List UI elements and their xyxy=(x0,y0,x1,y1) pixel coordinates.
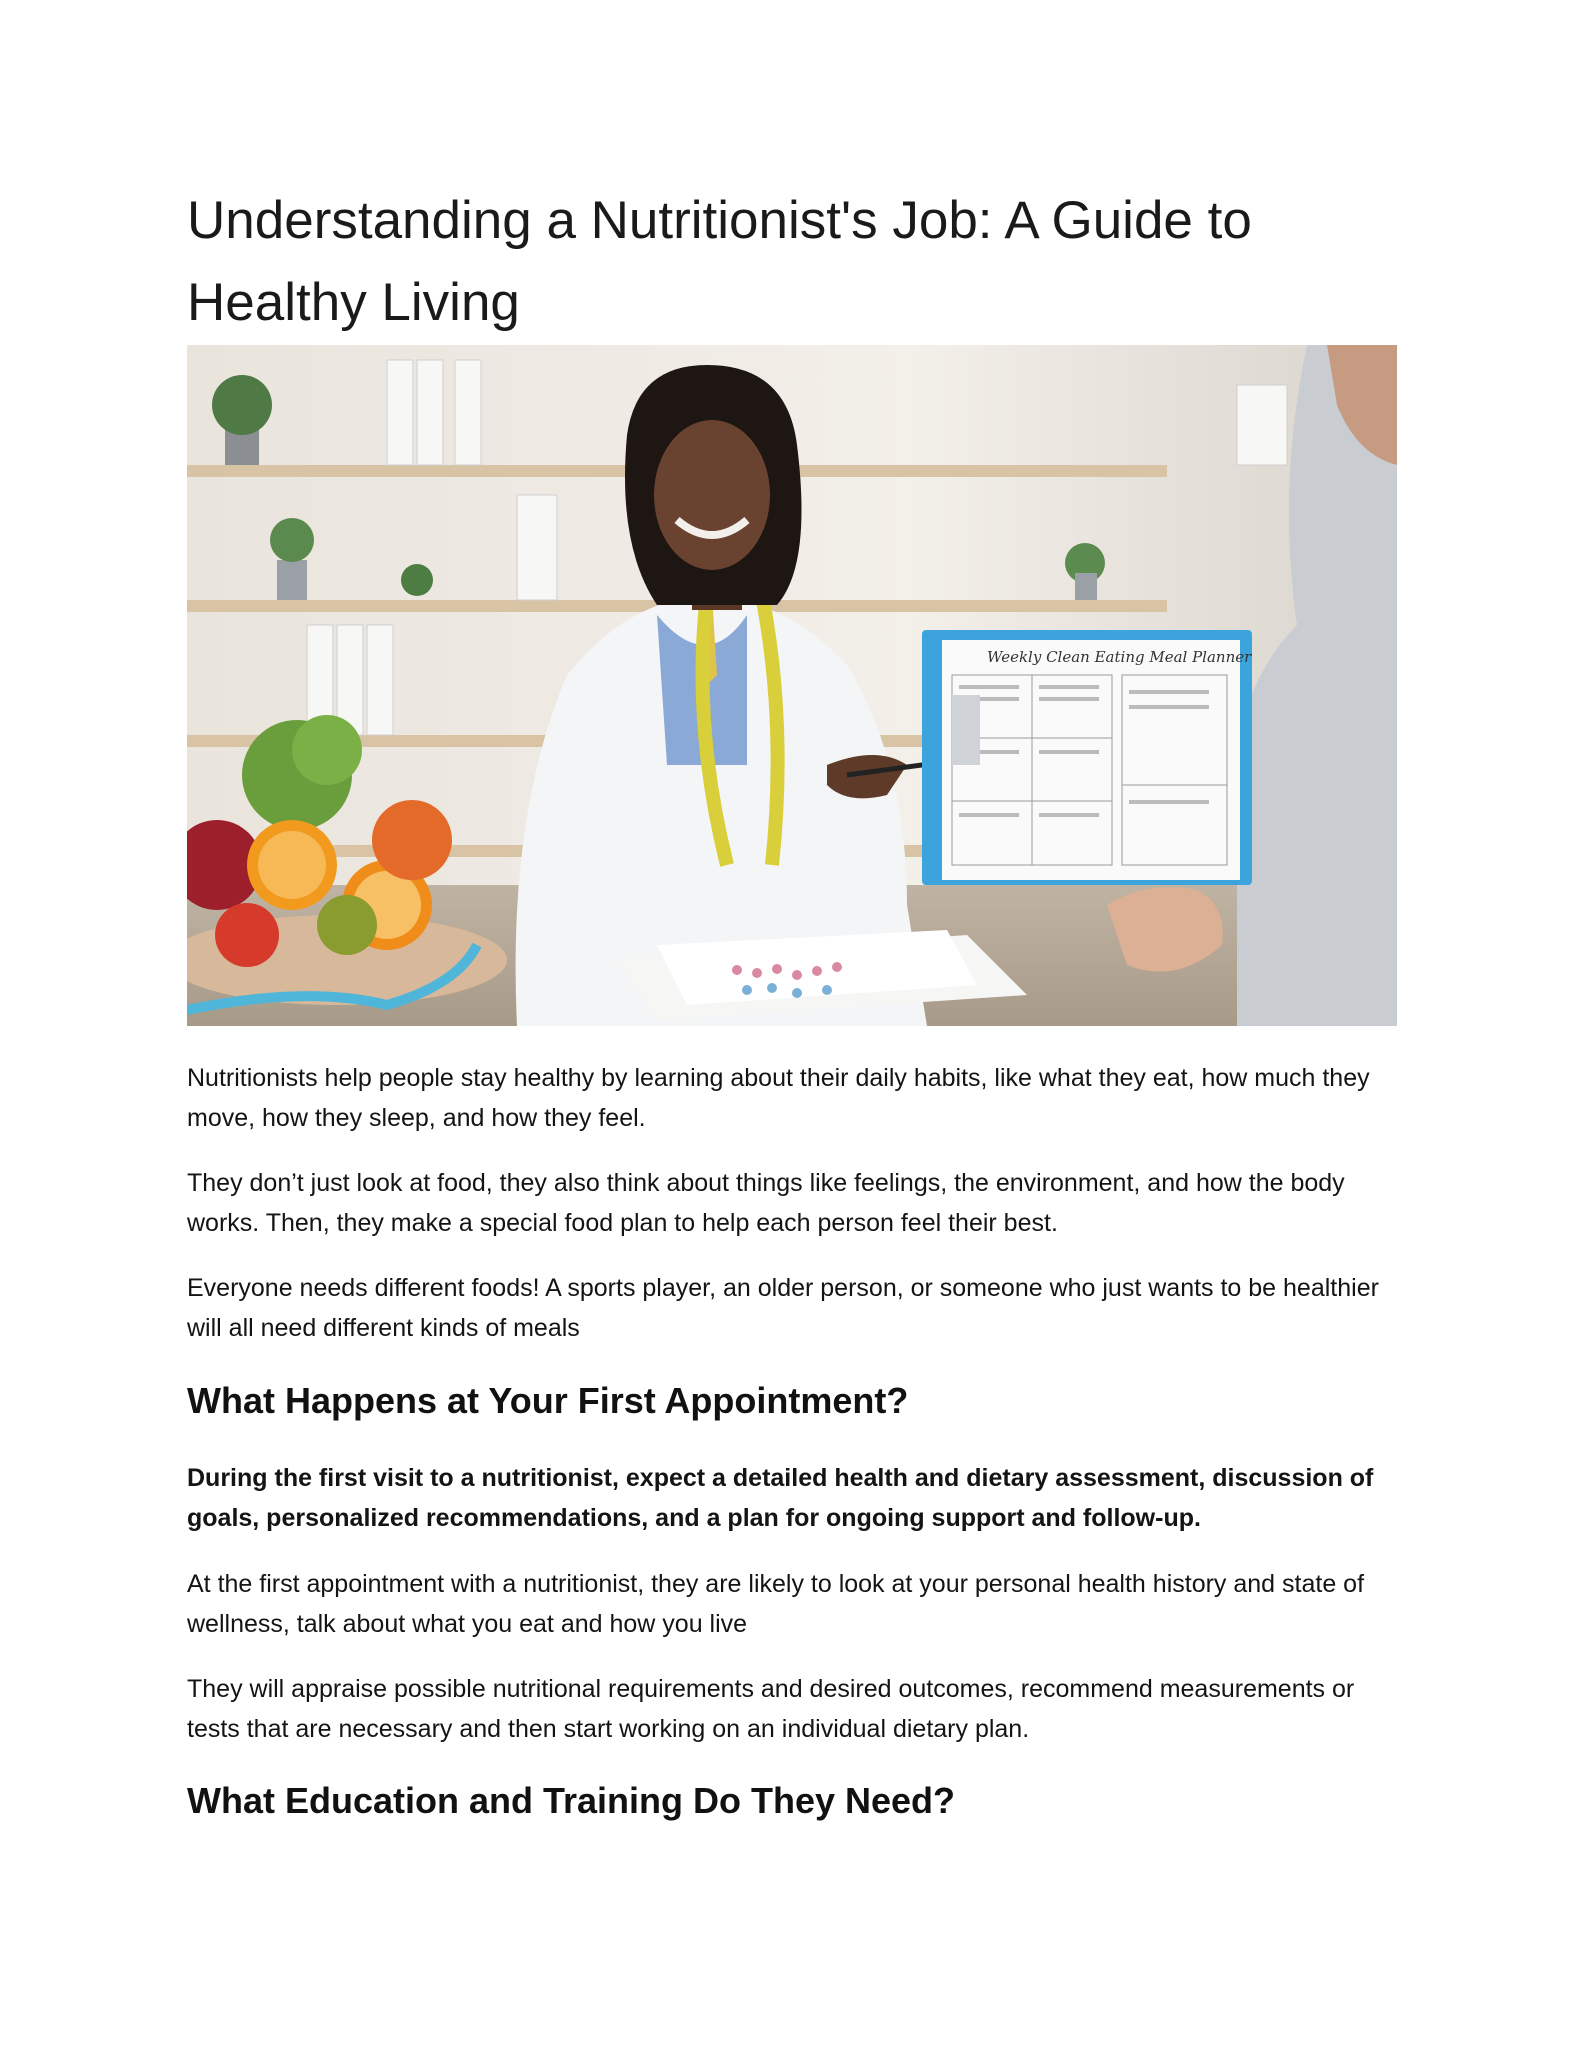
meal-planner-clipboard xyxy=(922,630,1252,885)
section-summary: During the first visit to a nutritionist, expect a detailed health and dietary assessment, discussion of goals, personalized recommendations, and a plan for ongoing support and follow-up. xyxy=(187,1464,1374,1532)
section-heading-education-training: What Education and Training Do They Need? xyxy=(187,1780,956,1821)
section-heading-first-appointment: What Happens at Your First Appointment? xyxy=(187,1380,909,1421)
intro-paragraph-2: They don’t just look at food, they also think about things like feelings, the environment, and how the body works. Then, they make a special food plan to help each person feel their best. xyxy=(187,1169,1345,1237)
clipboard-heading: Weekly Clean Eating Meal Planner xyxy=(987,648,1252,666)
hero-photo-nutritionist xyxy=(187,345,1397,1026)
intro-paragraph-1: Nutritionists help people stay healthy by learning about their daily habits, like what they eat, how much they move, how they sleep, and how they feel. xyxy=(187,1064,1370,1132)
section-paragraph-1: At the first appointment with a nutritionist, they are likely to look at your personal health history and state of wellness, talk about what you eat and how you live xyxy=(187,1570,1365,1638)
page-title: Understanding a Nutritionist's Job: A Guide to Healthy Living xyxy=(187,191,1252,332)
section-paragraph-2: They will appraise possible nutritional requirements and desired outcomes, recommend measurements or tests that are necessary and then start working on an individual dietary plan. xyxy=(187,1675,1355,1743)
intro-paragraph-3: Everyone needs different foods! A sports player, an older person, or someone who just wants to be healthier will all need different kinds of meals xyxy=(187,1274,1379,1342)
